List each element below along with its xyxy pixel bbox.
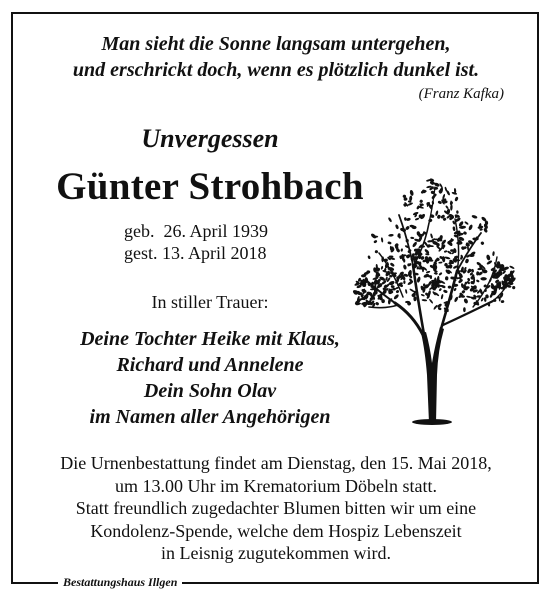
- tree-leaf: [390, 262, 395, 267]
- tree-leaf: [395, 290, 399, 294]
- tree-leaf: [388, 234, 394, 237]
- birth-date: geb. 26. April 1939: [124, 221, 268, 241]
- tree-leaf: [426, 270, 431, 273]
- mourner-line: Dein Sohn Olav: [143, 380, 277, 402]
- funeral-info: [14, 452, 538, 565]
- tree-leaf: [454, 296, 459, 302]
- tree-leaf: [445, 276, 449, 280]
- tree-leaf: [392, 288, 396, 291]
- tree-leaf: [423, 273, 430, 278]
- info-line: Die Urnenbestattung findet am Dienstag, den 15. Mai 2018,: [60, 453, 492, 473]
- tree-leaf: [373, 240, 377, 244]
- tree-leaf: [432, 201, 435, 205]
- tree-leaf: [450, 204, 453, 211]
- mourning-intro: In stiller Trauer:: [151, 292, 269, 312]
- mourner-line: Richard und Annelene: [116, 354, 304, 376]
- tree-leaf: [486, 254, 491, 261]
- mourner-line: Deine Tochter Heike mit Klaus,: [80, 328, 340, 350]
- tree-leaf: [387, 241, 392, 245]
- info-line: in Leisnig zugutekommen wird.: [161, 543, 391, 563]
- tree-leaf: [456, 210, 459, 214]
- tree-leaf: [392, 281, 394, 284]
- tree-leaf: [374, 250, 378, 254]
- life-dates: [124, 220, 268, 264]
- tree-leaf: [393, 294, 399, 301]
- tree-leaf: [395, 224, 399, 229]
- quote-author: (Franz Kafka): [418, 86, 504, 102]
- tree-leaf: [463, 298, 469, 304]
- info-line: um 13.00 Uhr im Krematorium Döbeln statt.: [115, 475, 437, 496]
- tree-leaf: [404, 217, 407, 221]
- heading-unvergessen: Unvergessen: [141, 124, 279, 153]
- tree-leaf: [465, 258, 470, 263]
- tree-leaf: [509, 265, 515, 269]
- tree-leaf: [464, 221, 469, 225]
- tree-leaf: [403, 280, 405, 284]
- deceased-name: Günter Strohbach: [56, 165, 364, 208]
- tree-leaf: [433, 304, 438, 310]
- tree-leaf: [466, 295, 471, 298]
- tree-leaf: [480, 297, 484, 302]
- tree-leaf: [403, 264, 407, 270]
- tree-leaf: [407, 202, 413, 206]
- tree-leaf: [410, 237, 414, 240]
- tree-leaf: [463, 307, 466, 312]
- tree-leaf: [421, 294, 425, 297]
- tree-leaf: [486, 260, 493, 265]
- tree-leaf: [471, 214, 477, 219]
- mourners-list: [28, 326, 392, 430]
- tree-leaf: [375, 301, 380, 306]
- tree-leaf: [463, 231, 468, 235]
- funeral-home-label: Bestattungshaus Illgen: [58, 574, 182, 590]
- tree-leaf: [452, 226, 455, 231]
- tree-leaf: [412, 241, 418, 248]
- tree-leaf: [443, 289, 448, 293]
- tree-leaf: [467, 278, 471, 282]
- info-line: Kondolenz-Spende, welche dem Hospiz Lebenszeit: [90, 520, 462, 541]
- tree-leaf: [409, 190, 414, 197]
- tree-leaf: [409, 195, 412, 201]
- tree-leaf: [452, 284, 458, 287]
- tree-leaf: [415, 217, 420, 220]
- tree-leaf: [438, 288, 442, 292]
- tree-leaf: [416, 276, 421, 283]
- tree-leaf: [492, 251, 495, 256]
- tree-leaf: [433, 187, 438, 190]
- tree-icon: [343, 175, 519, 425]
- tree-leaf: [477, 225, 483, 229]
- tree-leaf: [456, 241, 462, 244]
- tree-leaf: [381, 266, 384, 270]
- tree-leaf: [441, 294, 444, 300]
- tree-leaf: [448, 264, 452, 269]
- tree-leaf: [446, 208, 450, 215]
- tree-leaf: [406, 217, 411, 221]
- tree-leaf: [429, 298, 434, 304]
- tree-leaf: [400, 248, 403, 252]
- tree-leaf: [405, 289, 408, 294]
- tree-leaf: [434, 238, 437, 240]
- quote-line-2: und erschrickt doch, wenn es plötzlich dunkel ist.: [72, 59, 480, 81]
- quote-line-1: Man sieht die Sonne langsam untergehen,: [101, 33, 451, 55]
- tree-leaf: [427, 240, 432, 243]
- tree-leaf: [447, 285, 451, 289]
- tree-leaf: [413, 296, 416, 301]
- tree-leaf: [422, 299, 428, 302]
- tree-leaf: [419, 199, 423, 203]
- tree-leaf: [468, 224, 473, 231]
- tree-leaf: [512, 286, 516, 290]
- tree-leaf: [409, 288, 414, 292]
- tree-leaf: [476, 279, 480, 283]
- tree-leaf: [438, 272, 442, 276]
- tree-leaf: [367, 255, 370, 259]
- tree-leaf: [438, 261, 442, 263]
- tree-leaf: [381, 237, 384, 242]
- tree-leaf: [388, 217, 393, 223]
- death-date: gest. 13. April 2018: [124, 243, 267, 263]
- tree-leaf: [501, 300, 505, 303]
- tree-leaf: [454, 196, 459, 201]
- tree-leaf: [430, 233, 433, 239]
- info-line: Statt freundlich zugedachter Blumen bitten wir um eine: [75, 498, 477, 518]
- tree-leaf: [444, 250, 448, 253]
- mourner-line: im Namen aller Angehörigen: [89, 406, 331, 428]
- tree-leaf: [480, 241, 485, 246]
- tree-leaf: [480, 277, 486, 280]
